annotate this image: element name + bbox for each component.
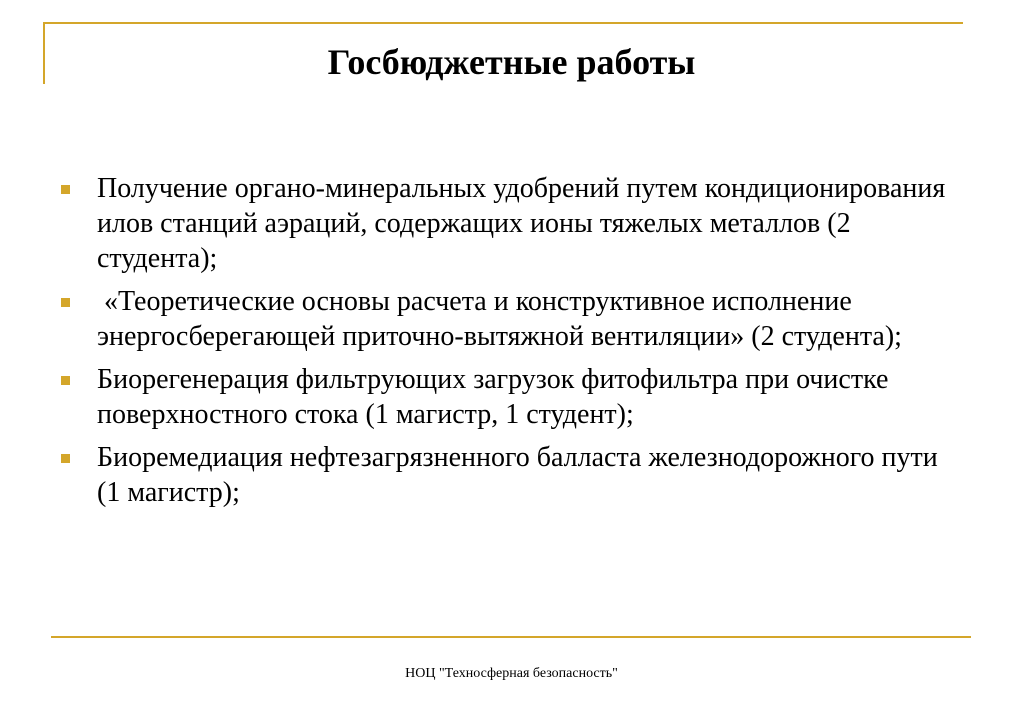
top-divider (43, 22, 963, 24)
bullet-text: Биоремедиация нефтезагрязненного балласта железнодорожного пути (1 магистр); (97, 442, 945, 508)
square-bullet-icon (61, 454, 70, 463)
slide-title: Госбюджетные работы (327, 42, 696, 82)
square-bullet-icon (61, 376, 70, 385)
bullet-item (60, 284, 960, 354)
bullet-text: Биорегенерация фильтрующих загрузок фитофильтра при очистке поверхностного стока (1 магистр, 1 студент); (97, 364, 896, 430)
square-bullet-icon (61, 298, 70, 307)
bullet-text: «Теоретические основы расчета и конструктивное исполнение энергосберегающей приточно-вытяжной вентиляции» (2 студента); (97, 286, 902, 352)
bullet-item (60, 440, 960, 510)
square-bullet-icon (61, 185, 70, 194)
slide-footer: НОЦ "Техносферная безопасность" (405, 666, 618, 681)
bullet-item (60, 171, 960, 276)
bullet-list (60, 171, 960, 518)
bullet-text: Получение органо-минеральных удобрений путем кондиционирования илов станций аэраций, содержащих ионы тяжелых металлов (2 студента); (97, 173, 953, 274)
bottom-divider (51, 636, 971, 638)
bullet-item (60, 362, 960, 432)
